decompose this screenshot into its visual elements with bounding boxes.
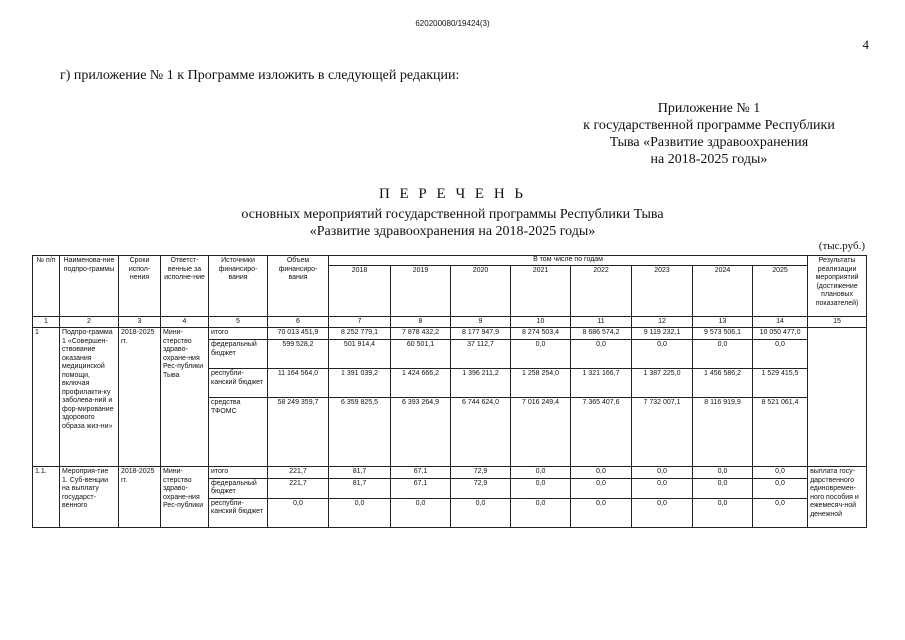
- row-year-value: 0,0: [511, 498, 571, 527]
- row-name: Мероприя-тие 1. Суб-венции на выплату государст-венного: [60, 467, 119, 528]
- row-source: федеральный бюджет: [209, 340, 268, 369]
- row-year-value: 0,0: [511, 340, 571, 369]
- header-responsible: Ответст-венные за исполне-ние: [161, 256, 209, 317]
- instruction-text: г) приложение № 1 к Программе изложить в следующей редакции:: [60, 68, 460, 83]
- row-year-value: 0,0: [693, 498, 753, 527]
- row-year-value: 6 744 624,0: [451, 398, 511, 467]
- row-year-value: 72,9: [451, 478, 511, 498]
- appendix-line: Приложение № 1: [657, 101, 761, 116]
- row-year-value: 0,0: [329, 498, 391, 527]
- row-year-value: 9 573 506,1: [693, 328, 753, 340]
- row-year-value: 1 396 211,2: [451, 369, 511, 398]
- row-source: республи-канский бюджет: [209, 498, 268, 527]
- appendix-block: [559, 100, 859, 168]
- column-number: 7: [329, 316, 391, 328]
- row-year-value: 67,1: [391, 478, 451, 498]
- header-year: 2021: [511, 265, 571, 316]
- row-year-value: 67,1: [391, 467, 451, 479]
- row-year-value: 501 914,4: [329, 340, 391, 369]
- row-terms: 2018-2025 гг.: [119, 467, 161, 528]
- row-total: 11 164 564,0: [268, 369, 329, 398]
- row-total: 58 249 359,7: [268, 398, 329, 467]
- subtitle-line: основных мероприятий государственной программы Республики Тыва: [241, 207, 664, 222]
- column-number: 12: [632, 316, 693, 328]
- column-number: 4: [161, 316, 209, 328]
- header-volume: Объем финансиро-вания: [268, 256, 329, 317]
- row-responsible: Мини-стерство здраво-охране-ния Рес-публики Тыва: [161, 328, 209, 467]
- row-year-value: 7 732 007,1: [632, 398, 693, 467]
- header-num: № п/п: [33, 256, 60, 317]
- column-number: 8: [391, 316, 451, 328]
- row-year-value: 8 686 574,2: [571, 328, 632, 340]
- column-number: 15: [808, 316, 867, 328]
- row-total: 599 528,2: [268, 340, 329, 369]
- column-number: 13: [693, 316, 753, 328]
- column-number: 10: [511, 316, 571, 328]
- header-row: [33, 256, 867, 266]
- header-years-group: В том числе по годам: [329, 256, 808, 266]
- row-year-value: 0,0: [571, 467, 632, 479]
- appendix-line: на 2018-2025 годы»: [650, 152, 768, 167]
- row-year-value: 7 016 249,4: [511, 398, 571, 467]
- row-total: 221,7: [268, 478, 329, 498]
- column-number: 9: [451, 316, 511, 328]
- row-source: республи-канский бюджет: [209, 369, 268, 398]
- row-year-value: 0,0: [511, 467, 571, 479]
- row-terms: 2018-2025 гг.: [119, 328, 161, 467]
- row-year-value: 0,0: [571, 478, 632, 498]
- header-name: Наименова-ние подпро-граммы: [60, 256, 119, 317]
- row-year-value: 0,0: [391, 498, 451, 527]
- row-year-value: 8 177 947,9: [451, 328, 511, 340]
- row-source: итого: [209, 328, 268, 340]
- row-year-value: 0,0: [571, 498, 632, 527]
- header-year: 2018: [329, 265, 391, 316]
- row-year-value: 9 119 232,1: [632, 328, 693, 340]
- measures-table: [32, 255, 867, 528]
- row-result: [808, 328, 867, 467]
- row-year-value: 1 456 586,2: [693, 369, 753, 398]
- row-year-value: 1 391 039,2: [329, 369, 391, 398]
- row-year-value: 81,7: [329, 478, 391, 498]
- row-year-value: 72,9: [451, 467, 511, 479]
- row-number: 1: [33, 328, 60, 467]
- row-number: 1.1.: [33, 467, 60, 528]
- row-year-value: 6 359 825,5: [329, 398, 391, 467]
- row-year-value: 0,0: [632, 340, 693, 369]
- row-year-value: 1 424 666,2: [391, 369, 451, 398]
- row-year-value: 0,0: [693, 478, 753, 498]
- page-number: 4: [862, 37, 869, 52]
- row-year-value: 1 258 254,0: [511, 369, 571, 398]
- document-id: 620200080/19424(3): [415, 19, 490, 28]
- row-source: средства ТФОМС: [209, 398, 268, 467]
- row-year-value: 0,0: [753, 467, 808, 479]
- row-result: выплата госу-дарственного единовремен-ного пособия и ежемесяч-ной денежной: [808, 467, 867, 528]
- row-responsible: Мини-стерство здраво-охране-ния Рес-публики: [161, 467, 209, 528]
- header-terms: Сроки испол-нения: [119, 256, 161, 317]
- row-source: итого: [209, 467, 268, 479]
- row-year-value: 8 252 779,1: [329, 328, 391, 340]
- header-year: 2024: [693, 265, 753, 316]
- row-year-value: 0,0: [693, 467, 753, 479]
- column-number: 1: [33, 316, 60, 328]
- header-year: 2020: [451, 265, 511, 316]
- row-year-value: 81,7: [329, 467, 391, 479]
- row-year-value: 0,0: [571, 340, 632, 369]
- row-year-value: 7 365 407,6: [571, 398, 632, 467]
- header-year: 2022: [571, 265, 632, 316]
- row-source: федеральный бюджет: [209, 478, 268, 498]
- row-year-value: 7 878 432,2: [391, 328, 451, 340]
- row-year-value: 0,0: [632, 478, 693, 498]
- row-year-value: 0,0: [753, 498, 808, 527]
- row-year-value: 6 393 264,9: [391, 398, 451, 467]
- row-year-value: 0,0: [511, 478, 571, 498]
- row-year-value: 1 321 166,7: [571, 369, 632, 398]
- appendix-line: Тыва «Развитие здравоохранения: [609, 135, 809, 150]
- column-number: 14: [753, 316, 808, 328]
- header-results: Результаты реализации мероприятий (достижение плановых показателей): [808, 256, 867, 317]
- row-year-value: 8 521 061,4: [753, 398, 808, 467]
- document-title: П Е Р Е Ч Е Н Ь: [378, 186, 527, 202]
- row-year-value: 60 501,1: [391, 340, 451, 369]
- row-year-value: 0,0: [451, 498, 511, 527]
- row-year-value: 8 116 919,9: [693, 398, 753, 467]
- subtitle-line: «Развитие здравоохранения на 2018-2025 годы»: [309, 224, 596, 239]
- table-row: [33, 328, 867, 340]
- row-year-value: 0,0: [632, 498, 693, 527]
- column-number: 3: [119, 316, 161, 328]
- row-year-value: 8 274 503,4: [511, 328, 571, 340]
- row-total: 0,0: [268, 498, 329, 527]
- table-row: [33, 467, 867, 479]
- header-year: 2023: [632, 265, 693, 316]
- column-number: 5: [209, 316, 268, 328]
- header-sources: Источники финансиро-вания: [209, 256, 268, 317]
- row-year-value: 0,0: [632, 467, 693, 479]
- column-number: 6: [268, 316, 329, 328]
- header-year: 2019: [391, 265, 451, 316]
- appendix-line: к государственной программе Республики: [583, 118, 835, 133]
- unit-label: (тыс.руб.): [818, 240, 865, 252]
- header-year: 2025: [753, 265, 808, 316]
- row-year-value: 0,0: [753, 478, 808, 498]
- row-year-value: 10 050 477,0: [753, 328, 808, 340]
- row-total: 70 013 451,9: [268, 328, 329, 340]
- document-subtitle: [0, 206, 905, 240]
- row-year-value: 1 387 225,0: [632, 369, 693, 398]
- row-year-value: 0,0: [693, 340, 753, 369]
- row-year-value: 0,0: [753, 340, 808, 369]
- row-year-value: 37 112,7: [451, 340, 511, 369]
- row-total: 221,7: [268, 467, 329, 479]
- column-number: 11: [571, 316, 632, 328]
- column-number: 2: [60, 316, 119, 328]
- row-name: Подпро-грамма 1 «Совершен-ствование оказания медицинской помощи, включая профилакти-ку заболева-ний и фор-мирование здорового образа жиз-ни»: [60, 328, 119, 467]
- row-year-value: 1 529 415,5: [753, 369, 808, 398]
- column-number-row: [33, 316, 867, 328]
